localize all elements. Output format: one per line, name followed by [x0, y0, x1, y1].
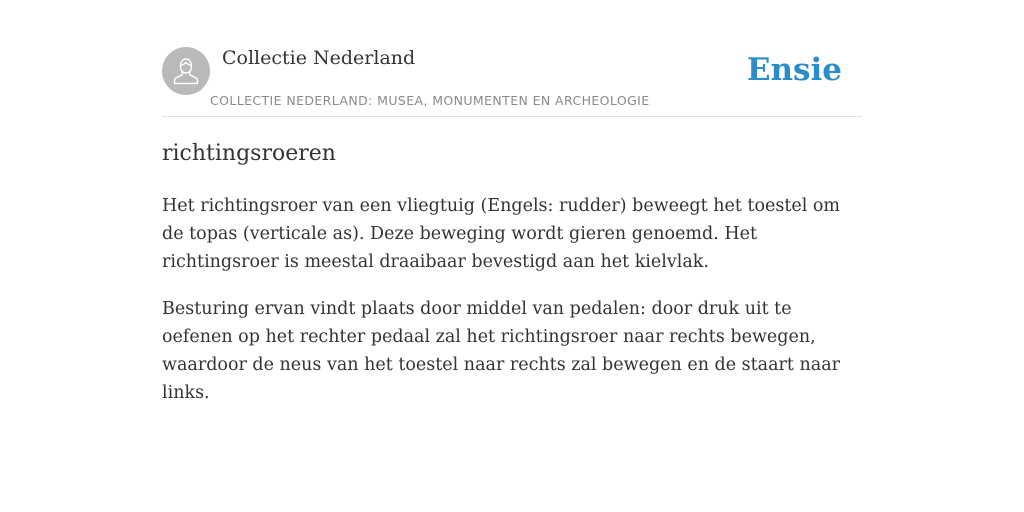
page-header: [162, 46, 862, 117]
entry-paragraph: Het richtingsroer van een vliegtuig (Engels: rudder) beweegt het toestel om de topas (verticale as). Deze beweging wordt gieren genoemd. Het richtingsroer is meestal draaibaar bevestigd aan het kielvlak.: [162, 196, 840, 272]
entry-content: [162, 138, 862, 426]
user-icon: [173, 57, 199, 85]
author-name[interactable]: Collectie Nederland: [222, 47, 416, 69]
brand-logo[interactable]: Ensie: [746, 52, 842, 88]
avatar[interactable]: [162, 47, 210, 95]
author-subtitle: COLLECTIE NEDERLAND: MUSEA, MONUMENTEN EN ARCHEOLOGIE: [210, 93, 650, 108]
entry-title: richtingsroeren: [162, 141, 336, 166]
entry-paragraph: Besturing ervan vindt plaats door middel van pedalen: door druk uit te oefenen op het rechter pedaal zal het richtingsroer naar rechts bewegen, waardoor de neus van het toestel naar rechts zal bewegen en de staart naar links.: [162, 299, 840, 403]
